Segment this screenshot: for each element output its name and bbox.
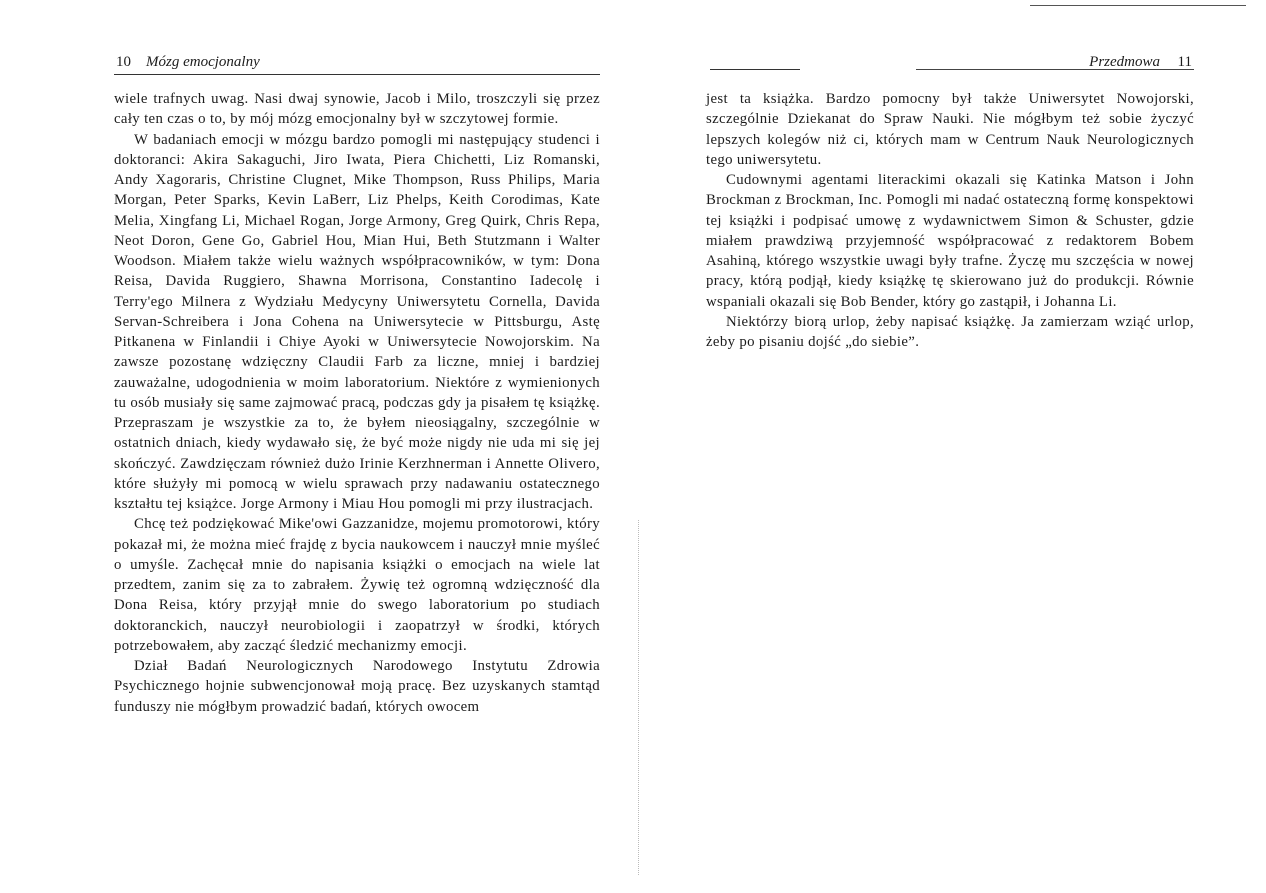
left-paragraph-2: W badaniach emocji w mózgu bardzo pomogli mi następujący studenci i doktoranci: Akira Sakaguchi, Jiro Iwata, Piera Chichetti, Liz Romanski, Andy Xagoraris, Christine Clugnet, Mike Thompson, Russ Philips, Maria Morgan, Peter Sparks, Kevin LaBerr, Liz Phelps, Keith Corodimas, Kate Melia, Xingfang Li, Michael Rogan, Jorge Armony, Greg Quirk, Chris Repa, Neot Doron, Gene Go, Gabriel Hou, Mian Hui, Beth Stutzmann i Walter Woodson. Miałem także wielu ważnych współpracowników, w tym: Dona Reisa, Davida Ruggiero, Shawna Morrisona, Constantino Iadecolę i Terry'ego Milnera z Wydziału Medycyny Uniwersytetu Cornella, Davida Servan-Schreibera i Jona Cohena na Uniwersytecie w Pittsburgu, Astę Pitkanena w Finlandii i Chiye Ayoki w Uniwersytecie Nowojorskim. Na zawsze pozostanę wdzięczny Claudii Farb za liczne, mniej i bardziej zauważalne, udogodnienia w moim laboratorium. Niektóre z wymienionych tu osób musiały się same zajmować pracą, podczas gdy ja pisałem tę książkę. Przepraszam je wszystkie za to, że byłem nieosiągalny, szczególnie w ostatnich dniach, kiedy wydawało się, że być może nigdy nie uda mi się jej skończyć. Zawdzięczam również dużo Irinie Kerzhnerman i Annette Olivero, które służyły mi pomocą w wielu sprawach przy nadawaniu ostatecznego kształtu tej książce. Jorge Armony i Miau Hou pomogli mi przy ilustracjach. — [114, 131, 600, 512]
left-paragraph-4: Dział Badań Neurologicznych Narodowego Instytutu Zdrowia Psychicznego hojnie subwencjonował moją pracę. Bez uzyskanych stamtąd funduszy nie mógłbym prowadzić badań, których owocem — [114, 658, 600, 715]
left-paragraph-3: Chcę też podziękować Mike'owi Gazzanidze, mojemu promotorowi, który pokazał mi, że można mieć frajdę z bycia naukowcem i nauczył mnie myśleć o umyśle. Zachęcał mnie do napisania książki o emocjach na wiele lat przedtem, zanim się za to zabrałem. Żywię też ogromną wdzięczność dla Dona Reisa, który przyjął mnie do swego laboratorium po studiach doktoranckich, nauczył neurobiologii i zaopatrzył w środki, których potrzebowałem, aby zacząć śledzić mechanizmy emocji. — [114, 516, 600, 654]
book-gutter — [638, 520, 639, 875]
left-page-number: 10 — [116, 54, 131, 70]
scan-edge-rule — [1030, 5, 1246, 6]
right-paragraph-3: Niektórzy biorą urlop, żeby napisać książkę. Ja zamierzam wziąć urlop, żeby po pisaniu dojść „do siebie”. — [706, 313, 1194, 350]
right-paragraph-1: jest ta książka. Bardzo pomocny był także Uniwersytet Nowojorski, szczególnie Dziekanat do Spraw Nauki. Nie mógłbym też sobie życzyć lepszych kolegów niż ci, których mam w Centrum Nauk Neurologicznych tego uniwersytetu. — [706, 91, 1194, 168]
left-paragraph-1: wiele trafnych uwag. Nasi dwaj synowie, Jacob i Milo, troszczyli się przez cały ten czas o to, by mój mózg emocjonalny był w szczytowej formie. — [114, 91, 600, 128]
left-page-header — [114, 54, 600, 75]
left-running-title: Mózg emocjonalny — [146, 54, 260, 70]
left-page-body — [114, 89, 600, 717]
right-page-number: 11 — [1177, 54, 1192, 70]
right-running-title: Przedmowa — [1089, 54, 1160, 70]
right-page-body — [706, 89, 1194, 352]
header-rule-left — [710, 69, 800, 70]
right-paragraph-2: Cudownymi agentami literackimi okazali się Katinka Matson i John Brockman z Brockman, Inc. Pomogli mi nadać ostateczną formę konspektowi tej książki i podpisać umowę z wydawnictwem Simon & Schuster, gdzie miałem prawdziwą przyjemność współpracować z redaktorem Bobem Asahiną, którego wszystkie uwagi były trafne. Życzę mu szczęścia w nowej pracy, którą podjął, kiedy książkę tę skierowano już do produkcji. Równie wspaniali okazali się Bob Bender, który go zastąpił, i Johanna Li. — [706, 172, 1194, 310]
right-page-header — [706, 54, 1194, 74]
